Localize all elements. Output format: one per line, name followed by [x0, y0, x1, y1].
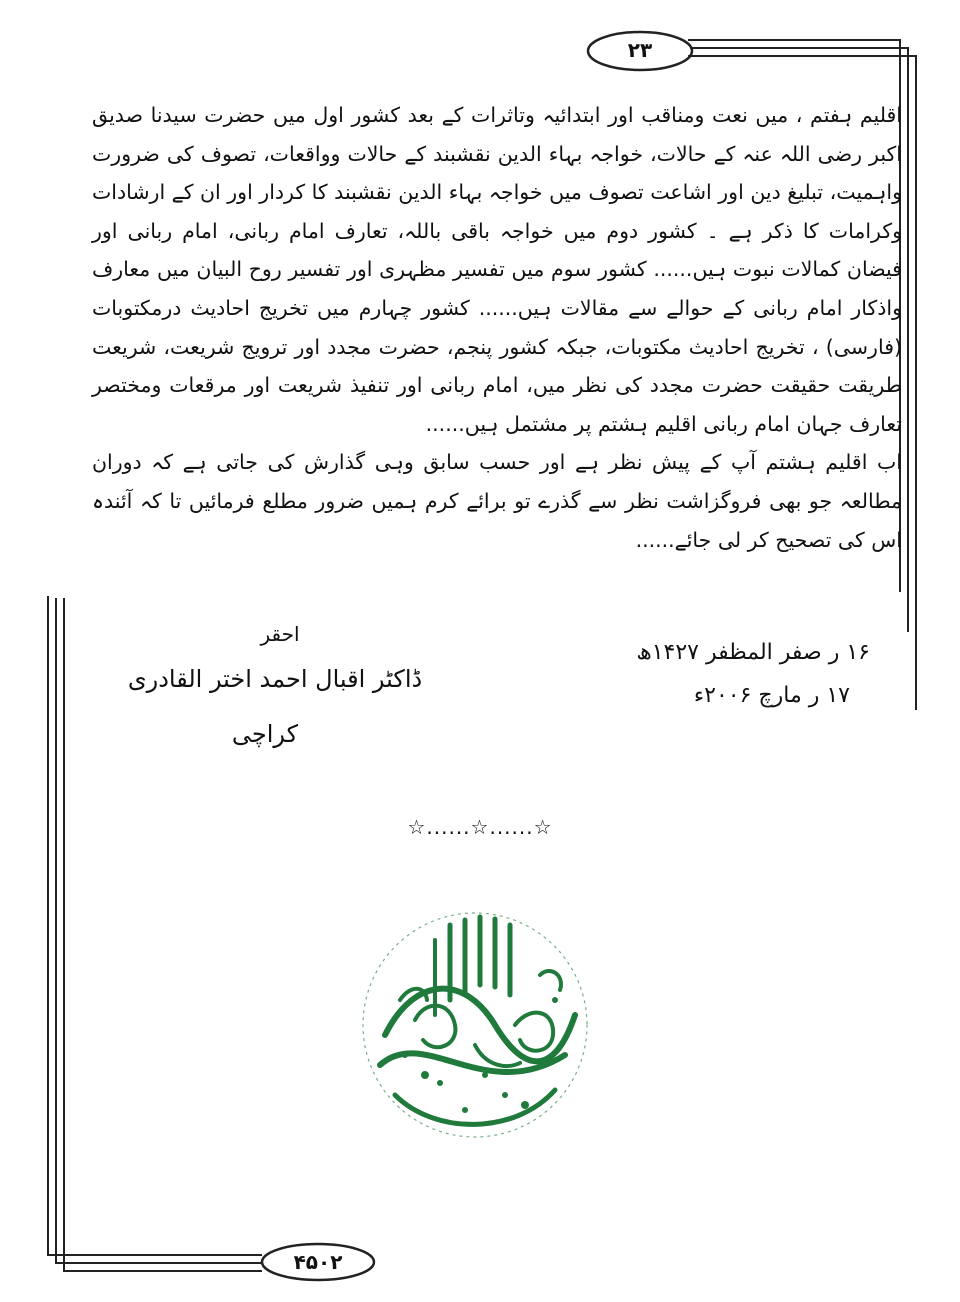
signature-city: کراچی: [231, 720, 299, 748]
body-paragraph-2: اب اقلیم ہشتم آپ کے پیش نظر ہے اور حسب سابق وہی گذارش کی جاتی ہے کہ دوران مطالعہ جو بھی فروگزاشت نظر سے گذرے تو برائے کرم ہمیں ضرور مطلع فرمائیں تا کہ آئندہ اس کی تصحیح کر لی جائے......: [92, 450, 902, 552]
star-divider: ☆......☆......☆: [407, 815, 553, 839]
signature-humbly: احقر: [260, 622, 300, 646]
signature-author: ڈاکٹر اقبال احمد اختر القادری: [127, 665, 423, 693]
top-page-number: ۲۳: [627, 38, 653, 62]
date-hijri: ۱۶ ر صفر المظفر ۱۴۲۷ھ: [636, 640, 870, 665]
body-text: [92, 96, 902, 559]
calligraphy-seal-icon: [355, 905, 595, 1145]
body-paragraph-1: اقلیم ہفتم ، میں نعت ومناقب اور ابتدائیہ وتاثرات کے بعد کشور اول میں حضرت سیدنا صدیق اکبر رضی اللہ عنہ کے حالات، خواجہ بہاء الدین نقشبند کے حالات وواقعات، تصوف کی ضرورت واہمیت، تبلیغ دین اور اشاعت تصوف میں خواجہ بہاء الدین نقشبند کا کردار اور ان کے ارشادات وکرامات کا ذکر ہے ۔ کشور دوم میں خواجہ باقی باللہ، تعارف امام ربانی، امام ربانی اور فیضان کمالات نبوت ہیں...... کشور سوم میں تفسیر مظہری اور تفسیر روح البیان میں معارف واذکار امام ربانی کے حوالے سے مقالات ہیں...... کشور چہارم میں تخریج احادیث درمکتوبات (فارسی) ، تخریج احادیث مکتوبات، جبکہ کشور پنجم، حضرت مجدد اور ترویج شریعت، شریعت طریقت حقیقت حضرت مجدد کی نظر میں، امام ربانی اور تنفیذ شریعت اور مرقعات ومختصر تعارف جہان امام ربانی اقلیم ہشتم پر مشتمل ہیں......: [92, 103, 902, 436]
bottom-page-number: ۴۵۰۲: [293, 1250, 343, 1274]
date-gregorian: ۱۷ ر مارچ ۲۰۰۶ء: [693, 683, 850, 708]
